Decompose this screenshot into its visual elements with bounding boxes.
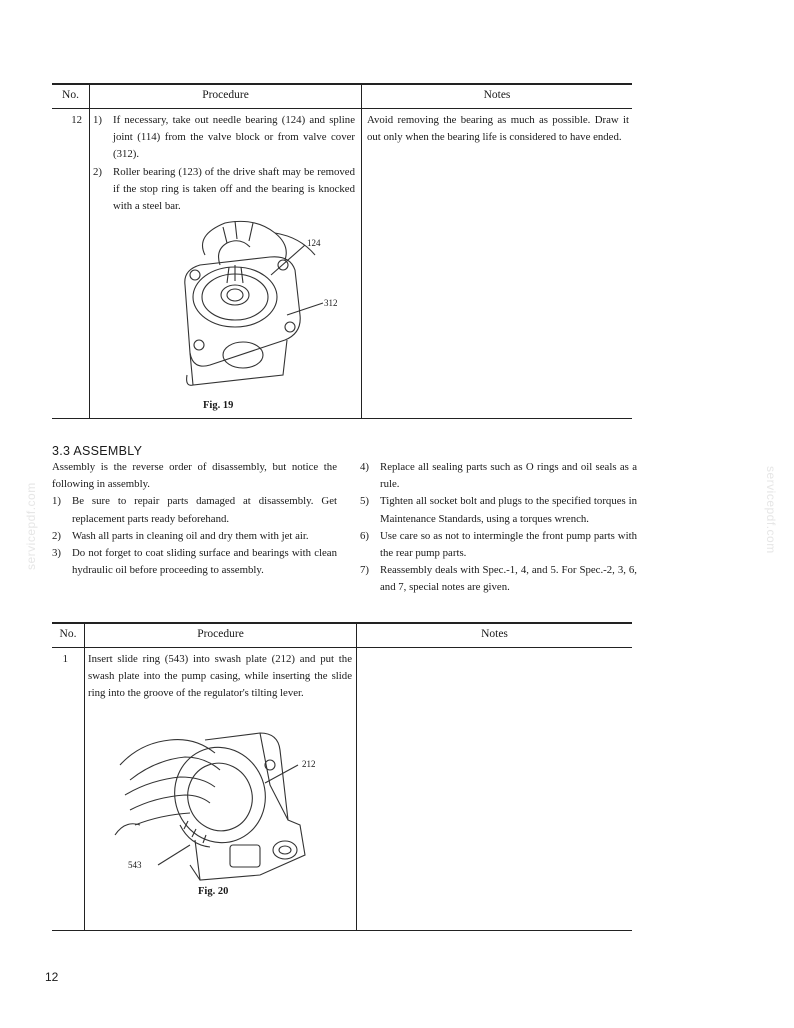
table2-bottom-rule [52, 930, 632, 931]
table1-procedure-steps [93, 112, 355, 215]
fig20-label-543: 543 [128, 860, 142, 870]
table2-row-no: 1 [62, 653, 68, 665]
table2-header-no: No. [59, 628, 77, 640]
table2-col-divider-1 [84, 622, 85, 930]
assembly-note-1: 1) Be sure to repair parts damaged at disassembly. Get replacement parts ready beforehand. [52, 495, 337, 525]
table1-header-notes: Notes [483, 89, 511, 101]
table1-header-procedure: Procedure [202, 89, 249, 101]
table1-bottom-rule [52, 418, 632, 419]
watermark-left: servicepdf.com [24, 482, 38, 570]
section-right-column [360, 459, 637, 597]
table2-col-divider-2 [356, 622, 357, 930]
fig19-label-312: 312 [324, 298, 338, 308]
table2-header-procedure: Procedure [197, 628, 244, 640]
assembly-note-7: 7) Reassembly deals with Spec.-1, 4, and 5. For Spec.-2, 3, 6, and 7, special notes are given. [360, 564, 637, 594]
table2-header-rule [52, 647, 632, 648]
section-intro: Assembly is the reverse order of disassembly, but notice the following in assembly. [52, 461, 337, 491]
fig19-label-124: 124 [307, 238, 321, 248]
table1-col-divider-2 [361, 83, 362, 418]
table2-header-notes: Notes [481, 628, 508, 640]
assembly-note-6: 6) Use care so as not to intermingle the front pump parts with the rear pump parts. [360, 529, 637, 560]
fig20-caption: Fig. 20 [198, 886, 229, 897]
table1-notes: Avoid removing the bearing as much as possible. Draw it out only when the bearing life is considered to have ended. [367, 114, 629, 144]
fig20-label-212: 212 [302, 759, 316, 769]
fig19-illustration [165, 215, 350, 395]
page-number: 12 [45, 970, 59, 984]
table1-top-rule [52, 83, 632, 85]
section-heading: 3.3 ASSEMBLY [52, 444, 143, 458]
assembly-note-4: 4) Replace all sealing parts such as O rings and oil seals as a rule. [360, 461, 637, 491]
table1-row-no: 12 [71, 114, 82, 126]
table2-top-rule [52, 622, 632, 624]
assembly-note-2: 2) Wash all parts in cleaning oil and dry them with jet air. [52, 529, 309, 542]
procedure-step-2: 2) Roller bearing (123) of the drive shaft may be removed if the stop ring is taken off and the bearing is knocked with a steel bar. [93, 165, 355, 213]
watermark-right: servicepdf.com [764, 466, 778, 554]
section-left-column [52, 459, 337, 579]
table1-header-no: No. [62, 89, 79, 101]
table2-procedure: Insert slide ring (543) into swash plate (212) and put the swash plate into the pump casing, while inserting the slide ring into the groove of the regulator's tilting lever. [88, 653, 352, 700]
table1-header-rule [52, 108, 632, 109]
table1-col-divider-1 [89, 83, 90, 418]
assembly-note-5: 5) Tighten all socket bolt and plugs to the specified torques in Maintenance Standards, using a torques wrench. [360, 495, 637, 525]
fig19-caption: Fig. 19 [203, 400, 234, 411]
assembly-note-3: 3) Do not forget to coat sliding surface and bearings with clean hydraulic oil before proceeding to assembly. [52, 547, 337, 577]
procedure-step-1: 1) If necessary, take out needle bearing (124) and spline joint (114) from the valve block or from valve cover (312). [93, 114, 355, 161]
